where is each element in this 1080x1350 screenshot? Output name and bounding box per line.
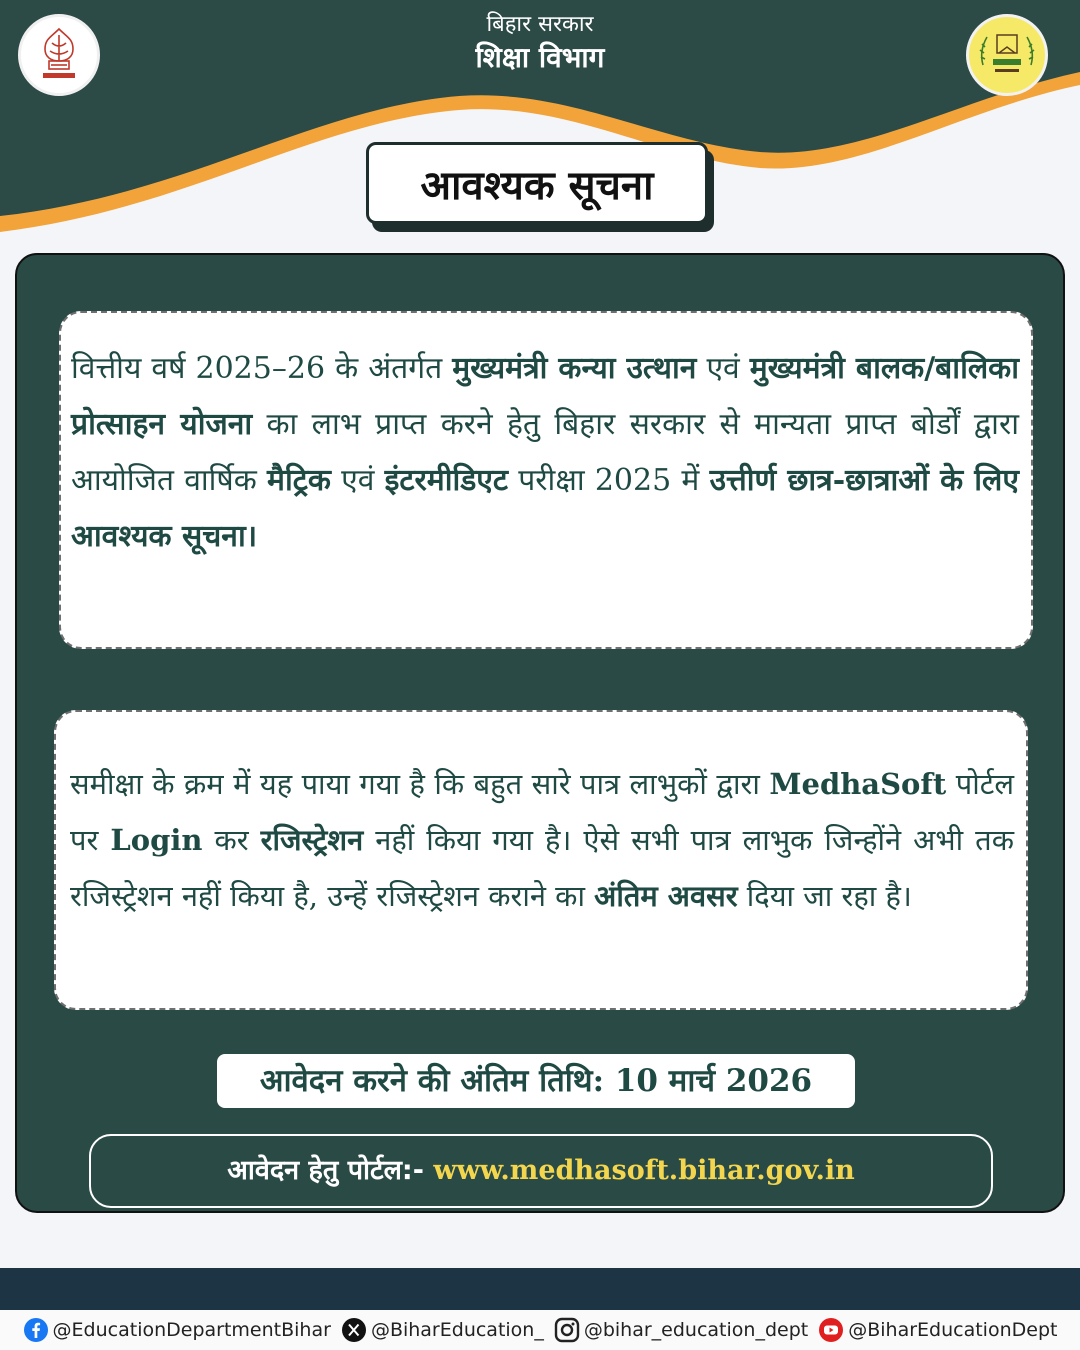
social-instagram[interactable] [554, 1317, 808, 1343]
social-x[interactable] [341, 1317, 544, 1343]
social-media-bar [0, 1310, 1080, 1350]
matric-label: मैट्रिक [267, 463, 331, 498]
medhasoft-label: MedhaSoft [769, 767, 947, 801]
department-header [0, 10, 1080, 76]
facebook-icon [23, 1317, 49, 1343]
text-span: दिया जा रहा है। [737, 879, 912, 913]
education-dept-logo [966, 14, 1048, 96]
x-handle: @BiharEducation_ [370, 1319, 544, 1341]
bottom-band [0, 1268, 1080, 1310]
instagram-icon [554, 1317, 580, 1343]
text-span: नहीं किया गया है। ऐसे सभी पात्र लाभुक जिन्होंने अभी तक रजिस्ट्रेशन नहीं किया है, उन्हें रजिस्ट्रेशन कराने का [70, 823, 1014, 913]
text-span: समीक्षा के क्रम में यह पाया गया है कि बहुत सारे पात्र लाभुकों द्वारा [70, 767, 770, 801]
scheme-name-protsahan: मुख्यमंत्री बालक/बालिका प्रोत्साहन योजना [71, 351, 1019, 442]
text-span: परीक्षा 2025 में [508, 463, 710, 498]
government-name: बिहार सरकार [486, 12, 594, 37]
text-span: एवं [330, 463, 385, 498]
portal-url-link[interactable]: www.medhasoft.bihar.gov.in [433, 1155, 855, 1186]
registration-notice-card [54, 710, 1028, 1010]
scheme-name-kanya-utthan: मुख्यमंत्री कन्या उत्थान [452, 351, 697, 386]
intermediate-label: इंटरमीडिएट [384, 463, 509, 498]
main-panel [15, 253, 1065, 1213]
instagram-handle: @bihar_education_dept [583, 1319, 809, 1341]
youtube-icon [818, 1317, 844, 1343]
notice-title-box [366, 142, 716, 232]
text-span: एवं [696, 351, 750, 386]
text-span: पोर्टल पर [70, 767, 1015, 857]
portal-label: आवेदन हेतु पोर्टल:- [227, 1155, 434, 1186]
scheme-notice-text [71, 341, 1019, 565]
login-label: Login [110, 823, 203, 857]
registration-label: रजिस्ट्रेशन [260, 823, 364, 857]
notice-for-students: उत्तीर्ण छात्र-छात्राओं के लिए आवश्यक सूचना। [71, 463, 1019, 554]
registration-notice-text [70, 756, 1014, 924]
text-span: का लाभ प्राप्त करने हेतु बिहार सरकार से मान्यता प्राप्त बोर्डों द्वारा आयोजित वार्षिक [71, 407, 1019, 498]
social-facebook[interactable] [23, 1317, 331, 1343]
x-icon [341, 1317, 367, 1343]
youtube-handle: @BiharEducationDept [848, 1319, 1058, 1341]
notice-title: आवश्यक सूचना [366, 142, 708, 224]
facebook-handle: @EducationDepartmentBihar [52, 1319, 331, 1341]
text-span: कर [202, 823, 261, 857]
scheme-notice-card [59, 311, 1033, 649]
deadline-badge: आवेदन करने की अंतिम तिथि: 10 मार्च 2026 [217, 1054, 855, 1108]
last-chance-label: अंतिम अवसर [594, 879, 738, 913]
text-span: वित्तीय वर्ष 2025–26 के अंतर्गत [71, 351, 453, 386]
department-name: शिक्षा विभाग [475, 41, 605, 74]
portal-box [89, 1134, 993, 1208]
social-youtube[interactable] [818, 1317, 1057, 1343]
